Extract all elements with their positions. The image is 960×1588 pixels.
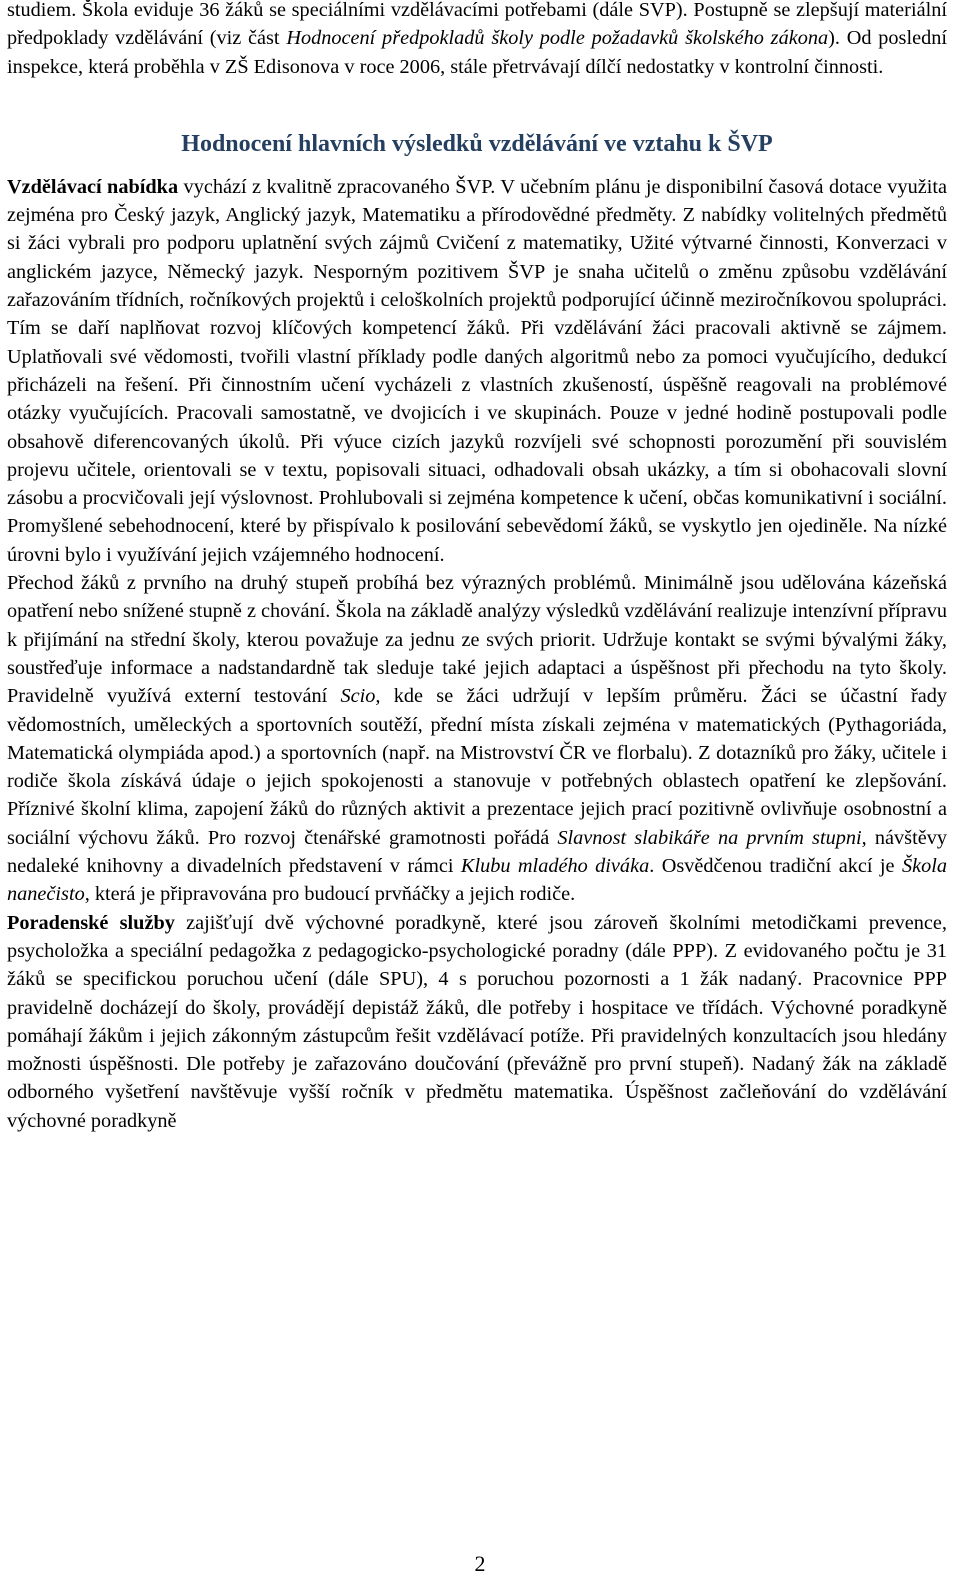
educational-offer-paragraph [7, 173, 947, 569]
text-run: ). Od poslední inspekce, která proběhla v ZŠ Edisonova v roce 2006, stále přetrvávají dílčí nedostatky v kontrolní činnosti. [7, 27, 947, 78]
bold-term: Vzdělávací nabídka [7, 175, 179, 198]
text-run: , která je připravována pro budoucí prvňáčky a jejich rodiče. [84, 883, 576, 906]
bold-term: Poradenské služby [7, 911, 175, 934]
page-number: 2 [474, 1551, 486, 1576]
text-run: kde se žáci udržují v lepším průměru. Žáci se účastní řady vědomostních, uměleckých a sportovních soutěží, přední místa získali zejména v matematických (Pythagoriáda, Matematická olympiáda apod.) a sportovních (např. na Mistrovství ČR ve florbalu). Z dotazníků pro žáky, učitele i rodiče škola získává údaje o jejich spokojenosti a stanovuje v potřebných oblastech opatření ke zlepšování. Příznivé školní klima, zapojení žáků do různých aktivit a prezentace jejich prací pozitivně ovlivňuje osobnostní a sociální výchovu žáků. Pro rozvoj čtenářské gramotnosti pořádá [7, 685, 947, 849]
italic-term: Klubu mladého diváka [460, 855, 650, 878]
counseling-paragraph [7, 909, 947, 1135]
transition-paragraph [7, 569, 947, 909]
text-run: . Osvědčenou tradiční akcí je [649, 855, 902, 878]
text-run: studiem. Škola eviduje 36 žáků se speciálními vzdělávacími potřebami (dále SVP). Postupně se zlepšují materiální předpoklady vzdělávání (viz část [7, 0, 947, 50]
italic-term: Slavnost slabikáře na prvním stupni [557, 826, 862, 849]
text-run: , návštěvy nedaleké knihovny a divadelních představení v rámci [7, 826, 947, 878]
italic-term: Scio, [340, 685, 381, 708]
text-run: Přechod žáků z prvního na druhý stupeň probíhá bez výrazných problémů. Minimálně jsou udělována kázeňská opatření nebo snížené stupně z chování. Škola na základě analýzy výsledků vzdělávání realizuje intenzívní přípravu k přijímání na střední školy, kterou považuje za jednu ze svých priorit. Udržuje kontakt se svými bývalými žáky, soustřeďuje informace a nadstandardně tak sleduje také jejich adaptaci a úspěšnost při přechodu na tyto školy. Pravidelně využívá externí testování [7, 572, 947, 708]
text-run: zajišťují dvě výchovné poradkyně, které jsou zároveň školními metodičkami prevence, psycholožka a speciální pedagožka z pedagogicko-psychologické poradny (dále PPP). Z evidovaného počtu je 31 žáků se specifickou poruchou učení (dále SPU), 4 s poruchou pozornosti a 1 žák nadaný. Pracovnice PPP pravidelně docházejí do školy, provádějí depistáž žáků, dle potřeby i hospitace ve třídách. Výchovné poradkyně pomáhají žákům i jejich zákonným zástupcům řešit vzdělávací potíže. Při pravidelných konzultacích jsou hledány možnosti úspěšnosti. Dle potřeby je zařazováno doučování (převážně pro první stupeň). Nadaný žák na základě odborného vyšetření navštěvuje vyšší ročník v předmětu matematika. Úspěšnost začleňování do vzdělávání výchovné poradkyně [7, 911, 947, 1132]
italic-reference: Hodnocení předpokladů školy podle požadavků školského zákona [286, 27, 829, 50]
intro-paragraph [7, 0, 947, 81]
text-run: vychází z kvalitně zpracovaného ŠVP. V učebním plánu je disponibilní časová dotace využita zejména pro Český jazyk, Anglický jazyk, Matematiku a přírodovědné předměty. Z nabídky volitelných předmětů si žáci vybrali pro podporu uplatnění svých zájmů Cvičení z matematiky, Užité výtvarné činnosti, Konverzaci v anglickém jazyce, Německý jazyk. Nesporným pozitivem ŠVP je snaha učitelů o změnu způsobu vzdělávání zařazováním třídních, ročníkových projektů i celoškolních projektů podporující účinně meziročníkovou spolupráci. Tím se daří naplňovat rozvoj klíčových kompetencí žáků. Při vzdělávání žáci pracovali aktivně se zájmem. Uplatňovali své vědomosti, tvořili vlastní příklady podle daných algoritmů nebo za pomoci vyučujícího, dedukcí přicházeli na řešení. Při činnostním učení vycházeli z vlastních zkušeností, úspěšně reagovali na problémové otázky vyučujících. Pracovali samostatně, ve dvojicích i ve skupinách. Pouze v jedné hodině postupovali podle obsahově diferencovaných úkolů. Při výuce cizích jazyků rozvíjeli své schopnosti porozumění při souvislém projevu učitele, orientovali se v textu, popisovali situaci, odhadovali obsah ukázky, a tím si obohacovali slovní zásobu a procvičovali její výslovnost. Prohlubovali si zejména kompetence k učení, občas komunikativní i sociální. Promyšlené sebehodnocení, které by přispívalo k posilování sebevědomí žáků, se vyskytlo jen ojediněle. Na nízké úrovni bylo i využívání jejich vzájemného hodnocení. [7, 175, 948, 566]
document-page [7, 0, 947, 1135]
section-heading: Hodnocení hlavních výsledků vzdělávání ve vztahu k ŠVP [181, 130, 773, 157]
italic-term: Škola nanečisto [7, 855, 947, 906]
